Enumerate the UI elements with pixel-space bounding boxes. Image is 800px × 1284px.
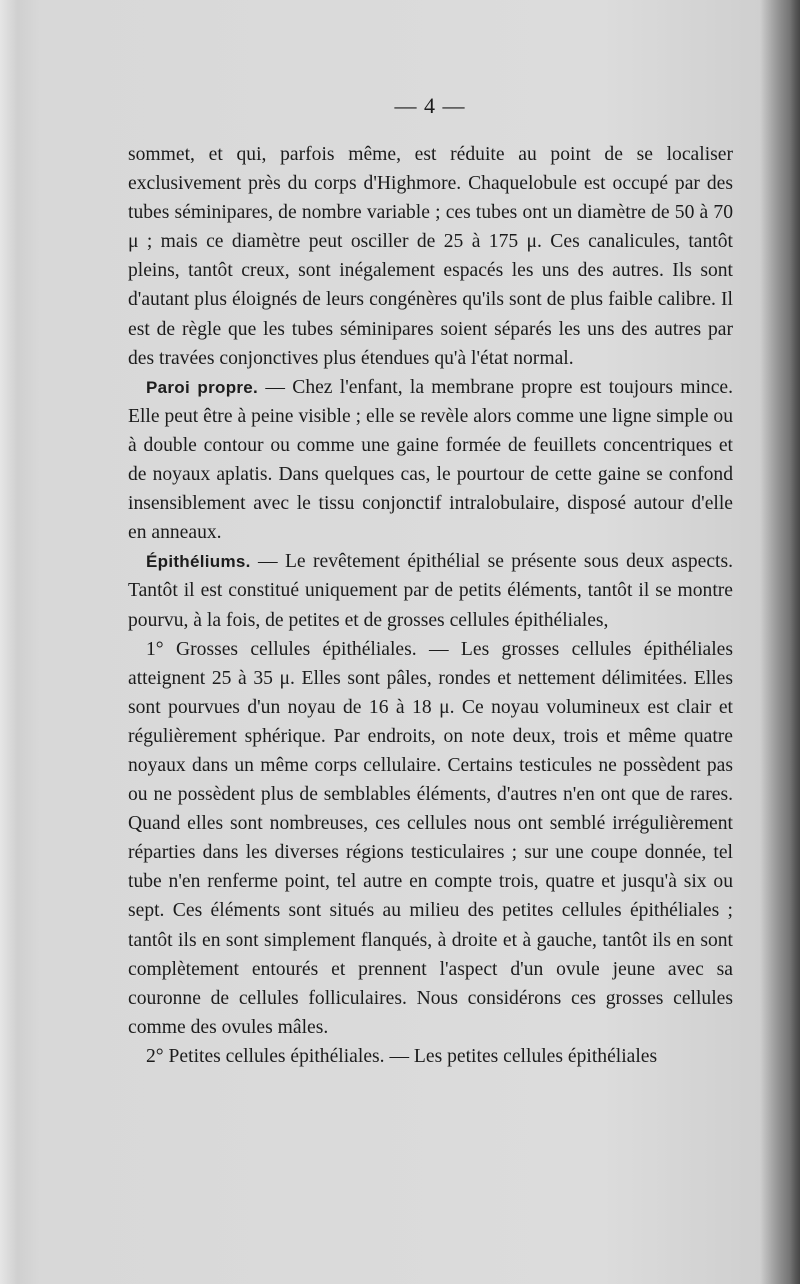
- page-number: — 4 —: [394, 93, 466, 118]
- paragraph-grosses-cellules: 1° Grosses cellules épithéliales. — Les grosses cellules épithéliales atteignent 25 à 35 μ. Elles sont pâles, rondes et nettement délimitées. Elles sont pourvues d'un noyau de 16 à 18 μ. Ce noyau volumineux est clair et régulièrement sphérique. Par endroits, on note deux, trois et même quatre noyaux dans un même corps cellulaire. Certains testicules ne possèdent pas ou ne possèdent plus de semblables éléments, d'autres n'en ont que de rares. Quand elles sont nombreuses, ces cellules nous ont semblé irrégulièrement réparties dans les diverses régions testiculaires ; sur une coupe donnée, tel tube n'en renferme point, tel autre en compte trois, quatre et jusqu'à six ou sept. Ces éléments sont situés au milieu des petites cellules épithéliales ; tantôt ils en sont simplement flanqués, à droite et à gauche, tantôt ils en sont complètement entourés et prennent l'aspect d'un ovule jeune avec sa couronne de cellules folliculaires. Nous considérons ces grosses cellules comme des ovules mâles.: [128, 638, 733, 1038]
- paragraph-petites-cellules: 2° Petites cellules épithéliales. — Les petites cellules épithéliales: [146, 1045, 658, 1067]
- paragraph-epitheliums-body: — Le revêtement épithélial se présente sous deux aspects. Tantôt il est constitué uniquement par de petits éléments, tantôt il se montre pourvu, à la fois, de petites et de grosses cellules épithéliales,: [128, 551, 733, 631]
- section-heading-paroi-propre: Paroi propre.: [146, 377, 259, 397]
- paragraph-paroi-propre-body: — Chez l'enfant, la membrane propre est toujours mince. Elle peut être à peine visible ; elle se revèle alors comme une ligne simple ou à double contour ou comme une gaine formée de feuillets concentriques et de noyaux aplatis. Dans quelques cas, le pourtour de cette gaine se confond insensiblement avec le tissu conjonctif intralobulaire, disposé autour d'elle en anneaux.: [128, 376, 734, 544]
- body-text: [128, 140, 733, 1071]
- paragraph-paroi-propre: [128, 373, 733, 548]
- section-heading-epitheliums: Épithéliums.: [146, 552, 251, 572]
- paragraph-lobules: sommet, et qui, parfois même, est réduite au point de se localiser exclusivement près du corps d'Highmore. Chaquelobule est occupé par des tubes séminipares, de nombre variable ; ces tubes ont un diamètre de 50 à 70 μ ; mais ce diamètre peut osciller de 25 à 175 μ. Ces canalicules, tantôt pleins, tantôt creux, sont inégalement espacés les uns des autres. Ils sont d'autant plus éloignés de leurs congénères qu'ils sont de plus faible calibre. Il est de règle que les tubes séminipares soient séparés les uns des autres par des travées conjonctives plus étendues qu'à l'état normal.: [128, 144, 733, 369]
- paragraph-epitheliums: [128, 547, 733, 634]
